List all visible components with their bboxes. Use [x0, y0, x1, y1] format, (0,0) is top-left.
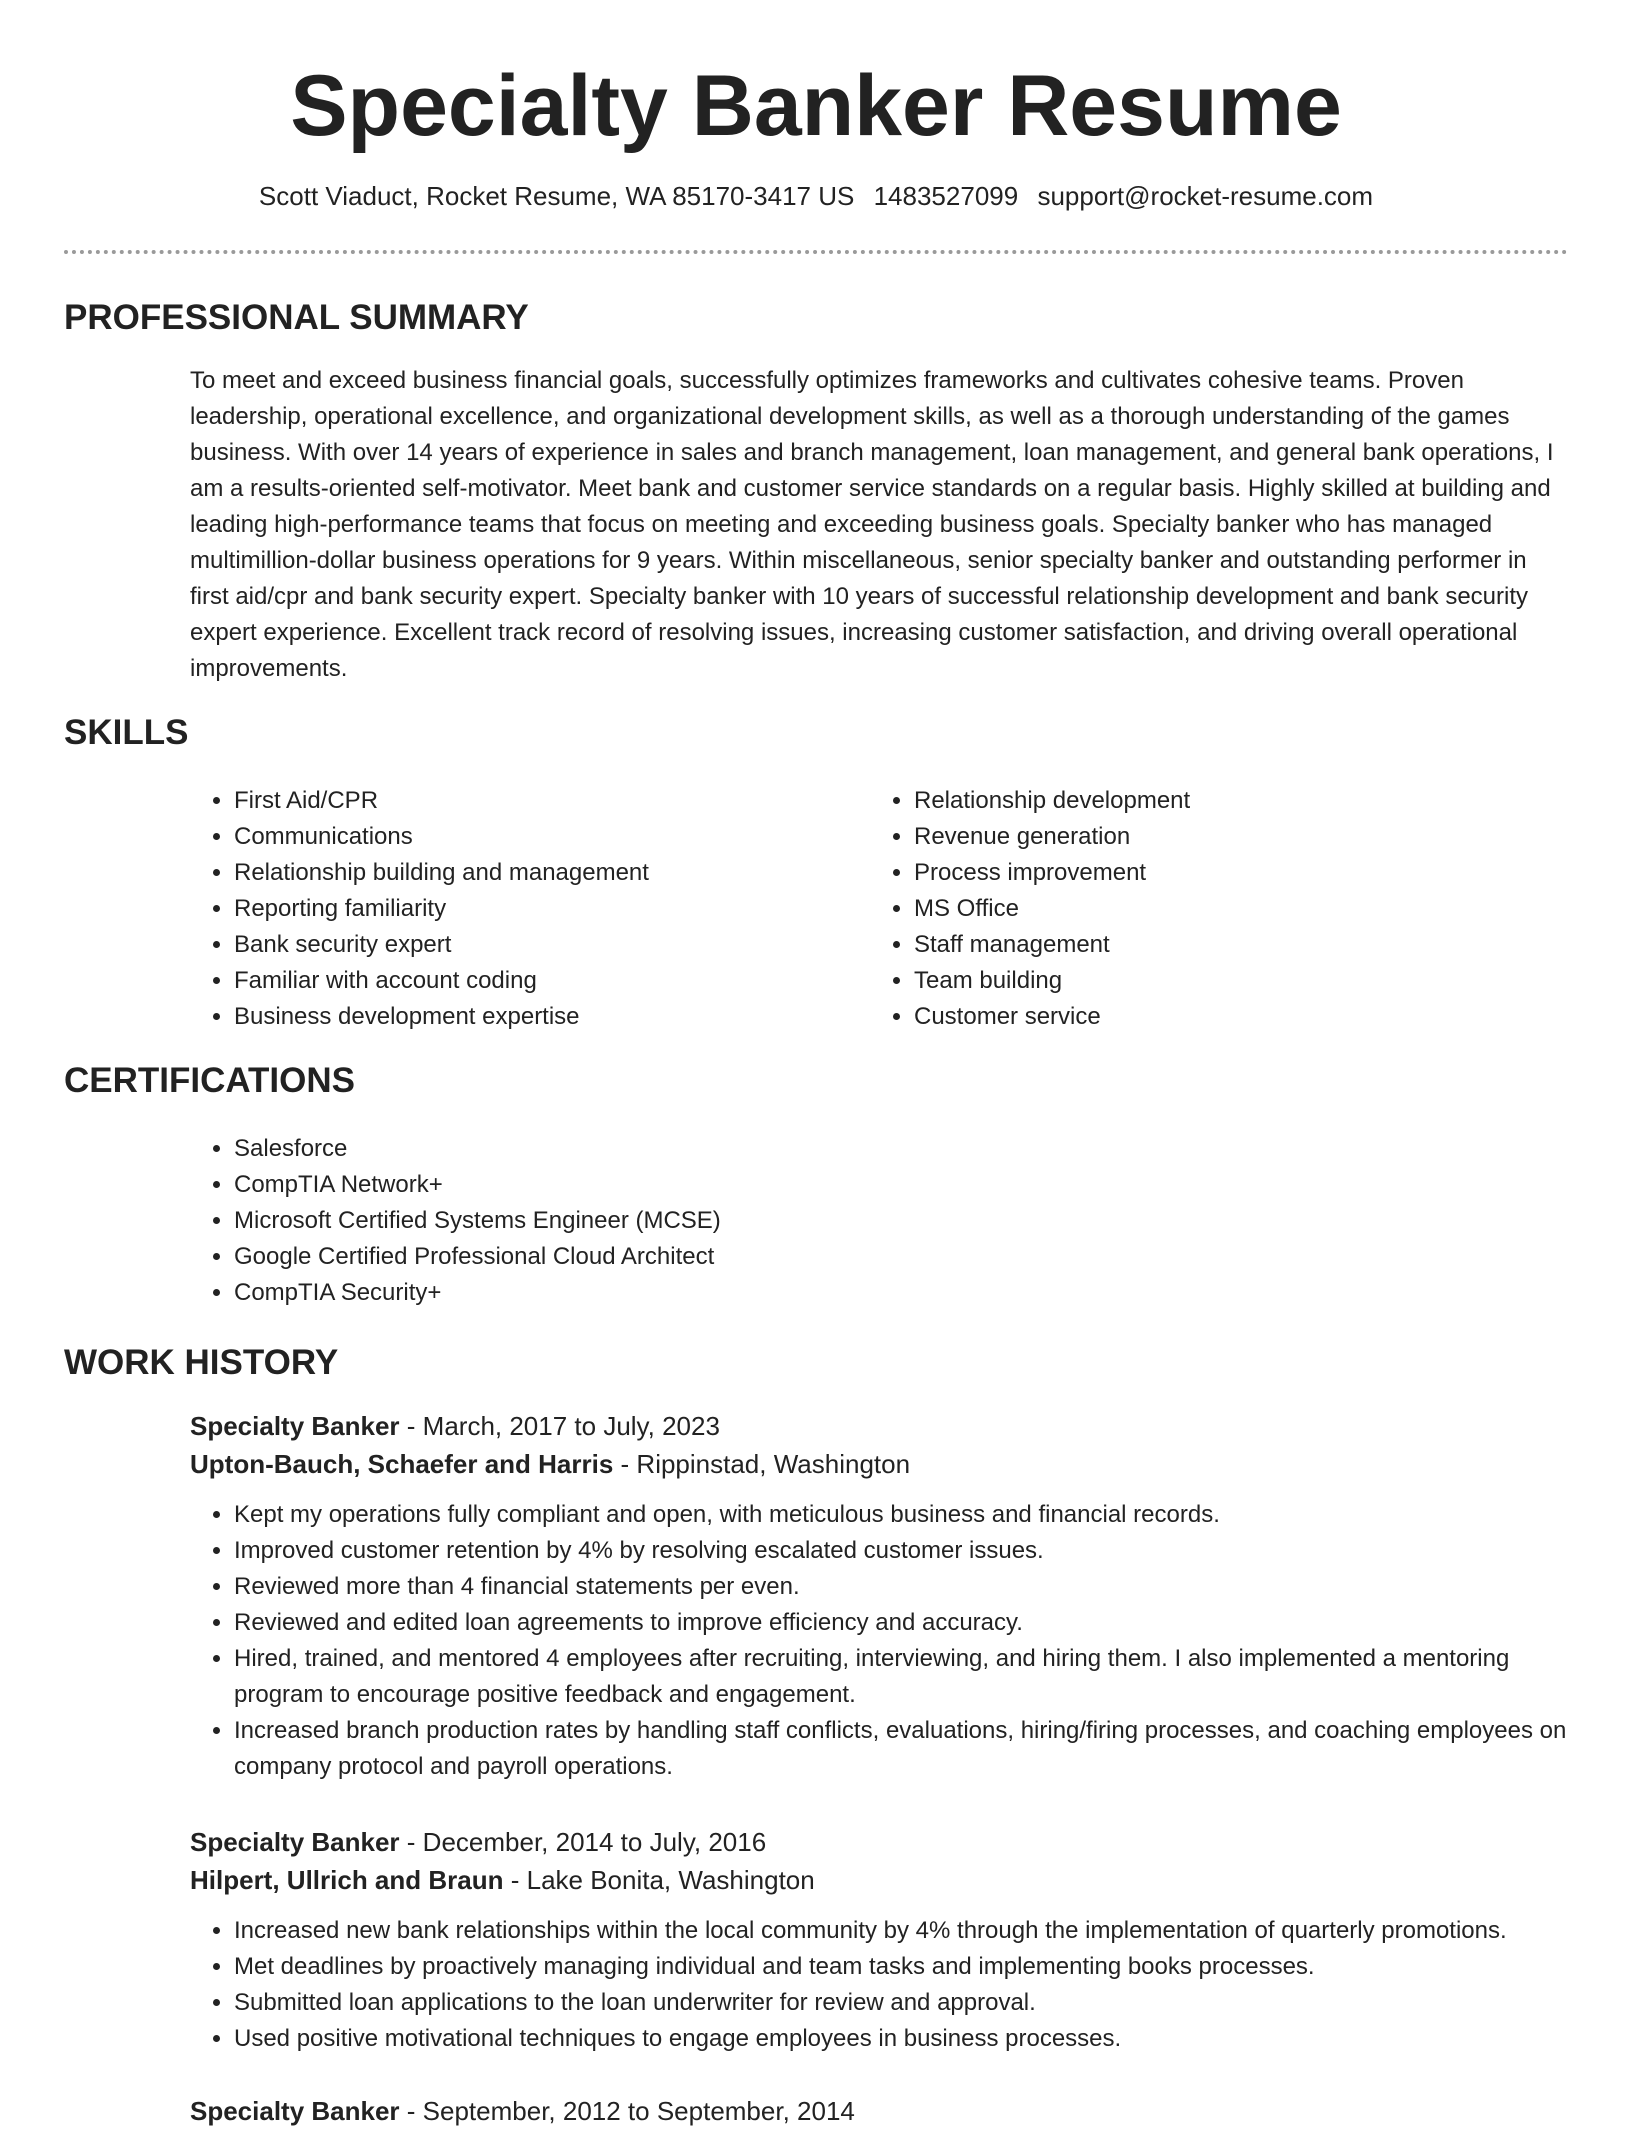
list-item: • Salesforce: [234, 1131, 1190, 1167]
job-company-line: [190, 1861, 1570, 1899]
list-item: • First Aid/CPR: [234, 783, 830, 819]
job-dates: - December, 2014 to July, 2016: [399, 1827, 767, 1857]
list-item: • Team building: [914, 963, 1510, 999]
contact-line: [64, 178, 1568, 214]
job-location: - Rippinstad, Washington: [613, 1449, 911, 1479]
resume-page: [64, 0, 1568, 2126]
contact-address: Scott Viaduct, Rocket Resume, WA 85170-3417 US: [258, 181, 855, 211]
contact-phone: 1483527099: [873, 181, 1019, 211]
list-item: • Microsoft Certified Systems Engineer (MCSE): [234, 1203, 1190, 1239]
skills-left-column: [190, 783, 830, 1035]
job-role: Specialty Banker: [190, 2096, 400, 2126]
list-item: • Met deadlines by proactively managing individual and team tasks and implementing books processes.: [234, 1949, 1570, 1985]
job-role-line: [190, 1823, 1570, 1861]
section-title-skills: SKILLS: [64, 713, 189, 752]
list-item: • Reporting familiarity: [234, 891, 830, 927]
job-entry: [190, 1407, 1570, 1785]
job-bullets: [190, 1497, 1570, 1785]
list-item: • Bank security expert: [234, 927, 830, 963]
job-location: - Lake Bonita, Washington: [503, 1865, 815, 1895]
resume-title: Specialty Banker Resume: [290, 58, 1342, 154]
certifications-list: [190, 1131, 1190, 1311]
list-item: • Submitted loan applications to the loan underwriter for review and approval.: [234, 1985, 1570, 2021]
job-entry: [190, 1823, 1570, 2057]
list-item: • Staff management: [914, 927, 1510, 963]
list-item: • Increased new bank relationships within the local community by 4% through the implementation of quarterly promotions.: [234, 1913, 1570, 1949]
list-item: • CompTIA Security+: [234, 1275, 1190, 1311]
list-item: • Reviewed more than 4 financial statements per even.: [234, 1569, 1570, 1605]
section-title-summary: PROFESSIONAL SUMMARY: [64, 298, 529, 337]
job-bullets: [190, 1913, 1570, 2057]
summary-text: To meet and exceed business financial goals, successfully optimizes frameworks and cultivates cohesive teams. Proven leadership, operational excellence, and organizational development skills, as well as a thorough understanding of the games business. With over 14 years of experience in sales and branch management, loan management, and general bank operations, I am a results-oriented self-motivator. Meet bank and customer service standards on a regular basis. Highly skilled at building and leading high-performance teams that focus on meeting and exceeding business goals. Specialty banker who has managed multimillion-dollar business operations for 9 years. Within miscellaneous, senior specialty banker and outstanding performer in first aid/cpr and bank security expert. Specialty banker with 10 years of successful relationship development and bank security expert experience. Excellent track record of resolving issues, increasing customer satisfaction, and driving overall operational improvements.: [190, 367, 1554, 682]
list-item: • Business development expertise: [234, 999, 830, 1035]
job-company: Hilpert, Ullrich and Braun: [190, 1865, 504, 1895]
list-item: • Relationship building and management: [234, 855, 830, 891]
list-item: • Relationship development: [914, 783, 1510, 819]
list-item: • Used positive motivational techniques to engage employees in business processes.: [234, 2021, 1570, 2057]
list-item: • Increased branch production rates by handling staff conflicts, evaluations, hiring/firing processes, and coaching employees on company protocol and payroll operations.: [234, 1713, 1570, 1785]
list-item: • CompTIA Network+: [234, 1167, 1190, 1203]
section-title-certifications: CERTIFICATIONS: [64, 1061, 356, 1100]
job-role-line: [190, 2092, 1570, 2130]
list-item: • Customer service: [914, 999, 1510, 1035]
list-item: • Hired, trained, and mentored 4 employees after recruiting, interviewing, and hiring them. I also implemented a mentoring program to encourage positive feedback and engagement.: [234, 1641, 1570, 1713]
list-item: • Revenue generation: [914, 819, 1510, 855]
job-company-line: [190, 1445, 1570, 1483]
skills-right-column: [870, 783, 1510, 1035]
job-entry: [190, 2092, 1570, 2130]
list-item: • Reviewed and edited loan agreements to improve efficiency and accuracy.: [234, 1605, 1570, 1641]
list-item: • Kept my operations fully compliant and open, with meticulous business and financial records.: [234, 1497, 1570, 1533]
job-dates: - September, 2012 to September, 2014: [399, 2096, 855, 2126]
job-role: Specialty Banker: [190, 1411, 400, 1441]
job-role-line: [190, 1407, 1570, 1445]
list-item: • MS Office: [914, 891, 1510, 927]
header-divider: [64, 250, 1568, 254]
list-item: • Communications: [234, 819, 830, 855]
list-item: • Improved customer retention by 4% by resolving escalated customer issues.: [234, 1533, 1570, 1569]
job-dates: - March, 2017 to July, 2023: [399, 1411, 720, 1441]
job-company: Upton-Bauch, Schaefer and Harris: [190, 1449, 614, 1479]
list-item: • Google Certified Professional Cloud Architect: [234, 1239, 1190, 1275]
list-item: • Process improvement: [914, 855, 1510, 891]
job-role: Specialty Banker: [190, 1827, 400, 1857]
section-title-work-history: WORK HISTORY: [64, 1343, 339, 1382]
list-item: • Familiar with account coding: [234, 963, 830, 999]
contact-email: support@rocket-resume.com: [1037, 181, 1374, 211]
